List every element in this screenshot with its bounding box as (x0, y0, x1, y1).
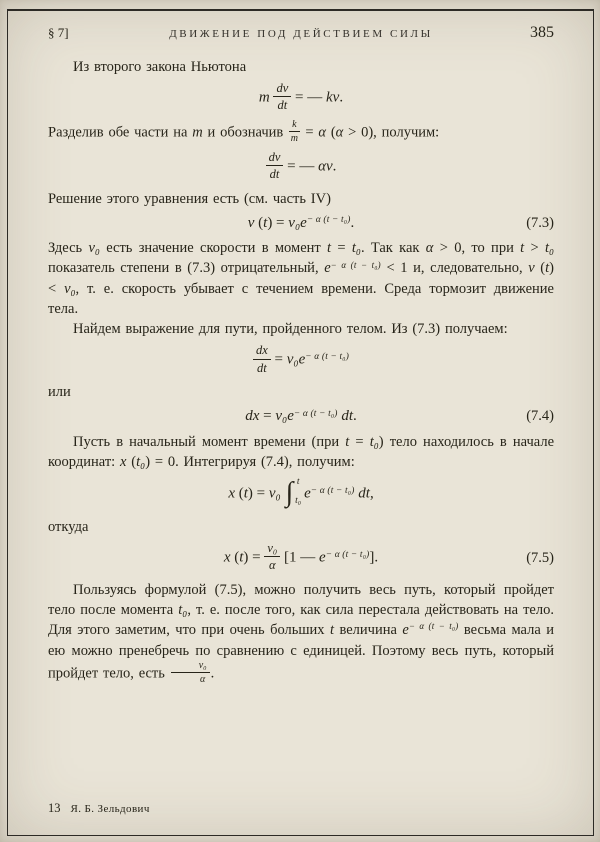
paragraph-or: или (48, 384, 71, 400)
equation-7-4: dx = $v_0e^{- \alpha (t - t_0)}$ dt. (245, 408, 357, 424)
equation-7-5: x (t) = $\frac{\text{v₀}}{\alpha}$ [1 — $e^{- \alpha (t - t_0)}$]. (223, 540, 379, 573)
equation-newton: m $\frac{dv}{dt}$ = — kv. (258, 81, 344, 113)
equation-dxdt: $\frac{dx}{dt}$ = $v_0e^{- \alpha (t - t_0)}$ (253, 344, 349, 376)
equation-integral: x (t) = v₀ ∫ t t₀ $e^{- \alpha (t - t_0)}$ dt, (228, 476, 374, 508)
sheet-number: 13 (48, 801, 61, 815)
paragraph-initial-moment: Пусть в начальный момент времени (при t = t₀) тело находилось в начале координат: x (t₀) = 0. Интегрируя (7.4), получим: (48, 433, 555, 470)
integral-sign: ∫ t t₀ (285, 476, 302, 508)
paragraph-whence: откуда (48, 518, 89, 535)
running-title: ДВИЖЕНИЕ ПОД ДЕЙСТВИЕМ СИЛЫ (169, 28, 433, 40)
equation-alpha-row (48, 151, 554, 183)
paragraph-solution: Решение этого уравнения есть (см. часть IV) (48, 190, 331, 207)
paragraph-here-v0: Здесь v₀ есть значение скорости в момент t = t₀. Так как α > 0, то при t > t₀ показатель степени в (7.3) отрицательный, $e^{- \alpha (t - t_0)} < 1$ и, следовательно, v (t) < v₀, т. е. скорость убывает с течением времени. Среда тормозит движение тела. (48, 240, 555, 318)
page-number: 385 (530, 24, 554, 41)
equation-integral-row (48, 477, 554, 511)
section-label: § 7] (48, 25, 69, 40)
equation-7-4-row (48, 407, 554, 426)
equation-dxdt-row (48, 344, 554, 376)
equation-newton-row (48, 82, 554, 114)
equation-7-3: v $(t) = v_0e^{- \alpha (t - t_0)}$. (247, 214, 355, 231)
paragraph-using-formula: Пользуясь формулой (7.5), можно получить весь путь, который пройдет тело после момента t₀, т. е. после того, как сила перестала действовать на тело. Для этого заметим, что при очень больших t величина $e^{- \alpha (t - t_0)}$ весьма мала и ею можно пренебречь по сравнению с единицей. Поэтому весь путь, который пройдет тело, есть $\frac{\text{v₀}}{\alpha}$ . (48, 581, 554, 685)
equation-alpha: $\frac{dv}{dt}$ = — αv. (266, 151, 337, 183)
equation-number-7-4: (7.4) (526, 408, 554, 425)
paragraph-find-path: Найдем выражение для пути, пройденного телом. Из (7.3) получаем: (73, 321, 508, 338)
page-header (48, 24, 554, 42)
paragraph-newton-law: Из второго закона Ньютона (73, 59, 247, 75)
equation-7-5-row (48, 542, 554, 574)
equation-7-3-row (48, 214, 554, 233)
page-footer (48, 801, 150, 816)
author-name: Я. Б. Зельдович (70, 803, 150, 815)
paragraph-divide: Разделив обе части на m и обозначив $\frac{k}{m}$ = α (α > 0), получим: (48, 118, 440, 145)
equation-number-7-3: (7.3) (526, 214, 554, 231)
equation-number-7-5: (7.5) (526, 549, 554, 566)
